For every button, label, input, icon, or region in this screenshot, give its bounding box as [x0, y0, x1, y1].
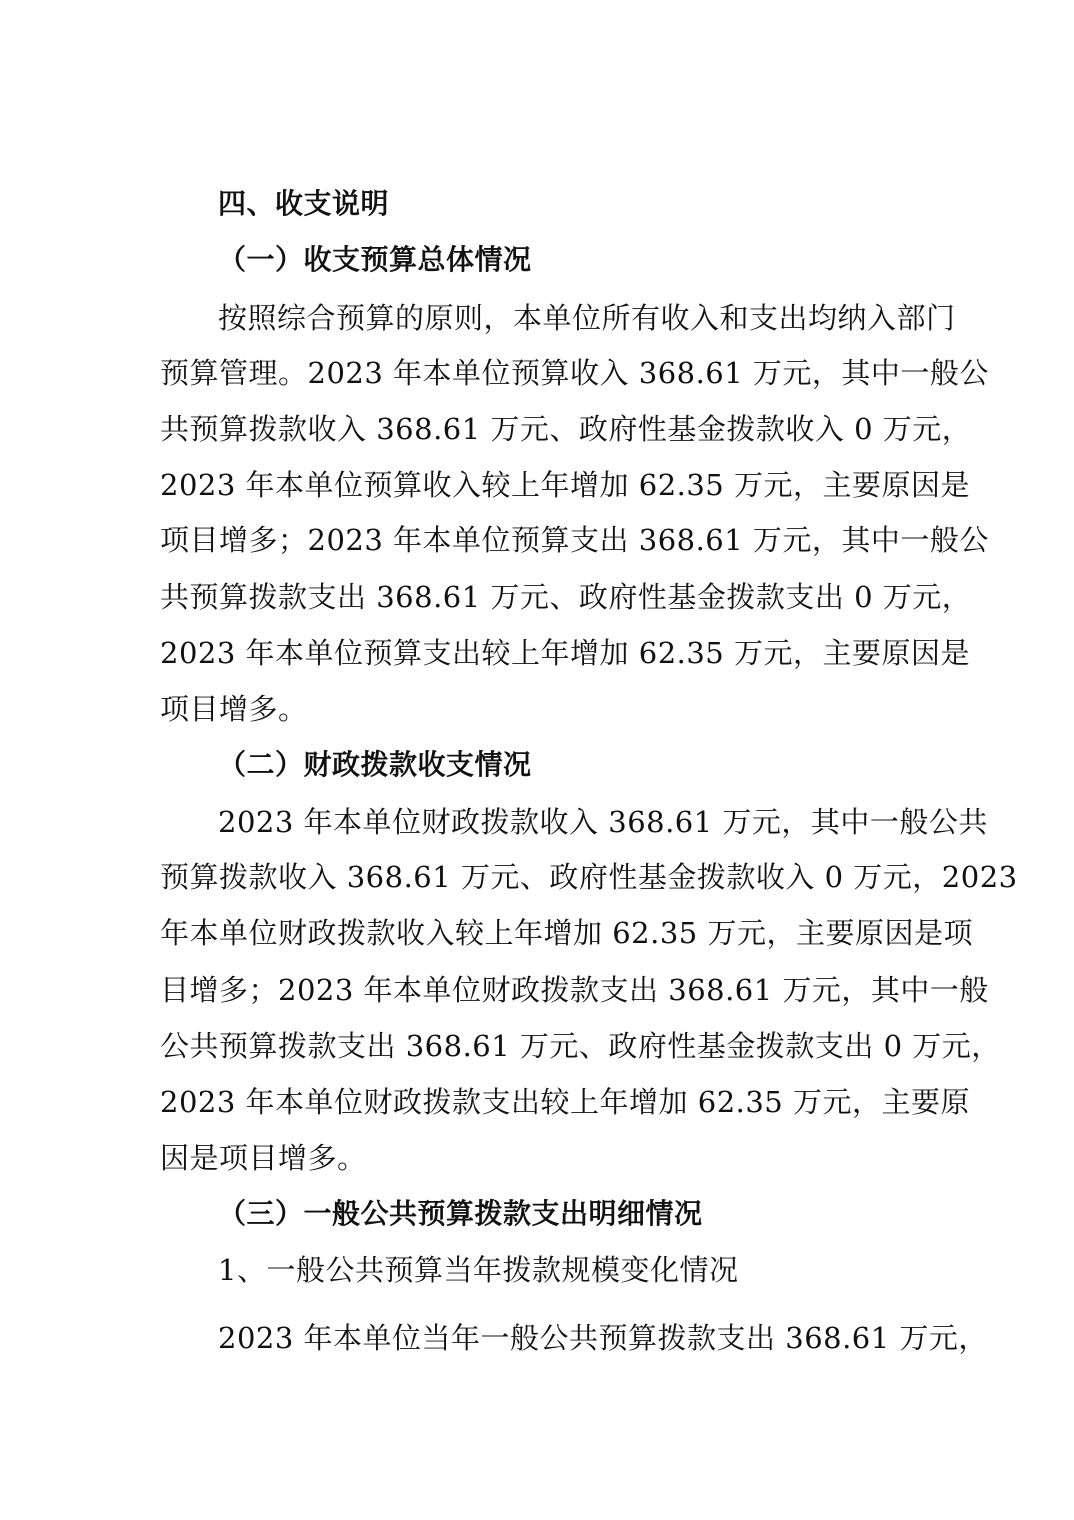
- paragraph-line: 2023 年本单位财政拨款支出较上年增加 62.35 万元，主要原: [160, 1085, 970, 1119]
- paragraph-line: 因是项目增多。: [160, 1141, 367, 1175]
- paragraph-line: 目增多；2023 年本单位财政拨款支出 368.61 万元，其中一般: [160, 973, 989, 1007]
- paragraph-line: 2023 年本单位当年一般公共预算拨款支出 368.61 万元，: [218, 1321, 988, 1355]
- subsection-heading-1: （一）收支预算总体情况: [218, 243, 532, 276]
- paragraph-line: 年本单位财政拨款收入较上年增加 62.35 万元，主要原因是项: [160, 916, 973, 950]
- paragraph-line: 2023 年本单位预算收入较上年增加 62.35 万元，主要原因是: [160, 468, 970, 502]
- paragraph-line: 预算管理。2023 年本单位预算收入 368.61 万元，其中一般公: [160, 356, 989, 390]
- paragraph-line: 2023 年本单位财政拨款收入 368.61 万元，其中一般公共: [218, 805, 988, 839]
- paragraph-line: 共预算拨款收入 368.61 万元、政府性基金拨款收入 0 万元，: [160, 412, 972, 446]
- paragraph-line: 共预算拨款支出 368.61 万元、政府性基金拨款支出 0 万元，: [160, 580, 972, 614]
- paragraph-line: 项目增多。: [160, 692, 308, 726]
- paragraph-line: 2023 年本单位预算支出较上年增加 62.35 万元，主要原因是: [160, 636, 970, 670]
- section-heading: 四、收支说明: [218, 187, 390, 220]
- paragraph-line: 预算拨款收入 368.61 万元、政府性基金拨款收入 0 万元，2023: [160, 860, 1018, 894]
- paragraph-line: 项目增多；2023 年本单位预算支出 368.61 万元，其中一般公: [160, 523, 989, 557]
- list-item-heading: 1、一般公共预算当年拨款规模变化情况: [218, 1253, 739, 1287]
- subsection-heading-2: （二）财政拨款收支情况: [218, 748, 532, 781]
- paragraph-line: 公共预算拨款支出 368.61 万元、政府性基金拨款支出 0 万元，: [160, 1029, 1001, 1063]
- paragraph-line: 按照综合预算的原则，本单位所有收入和支出均纳入部门: [218, 301, 956, 335]
- subsection-heading-3: （三）一般公共预算拨款支出明细情况: [218, 1197, 703, 1230]
